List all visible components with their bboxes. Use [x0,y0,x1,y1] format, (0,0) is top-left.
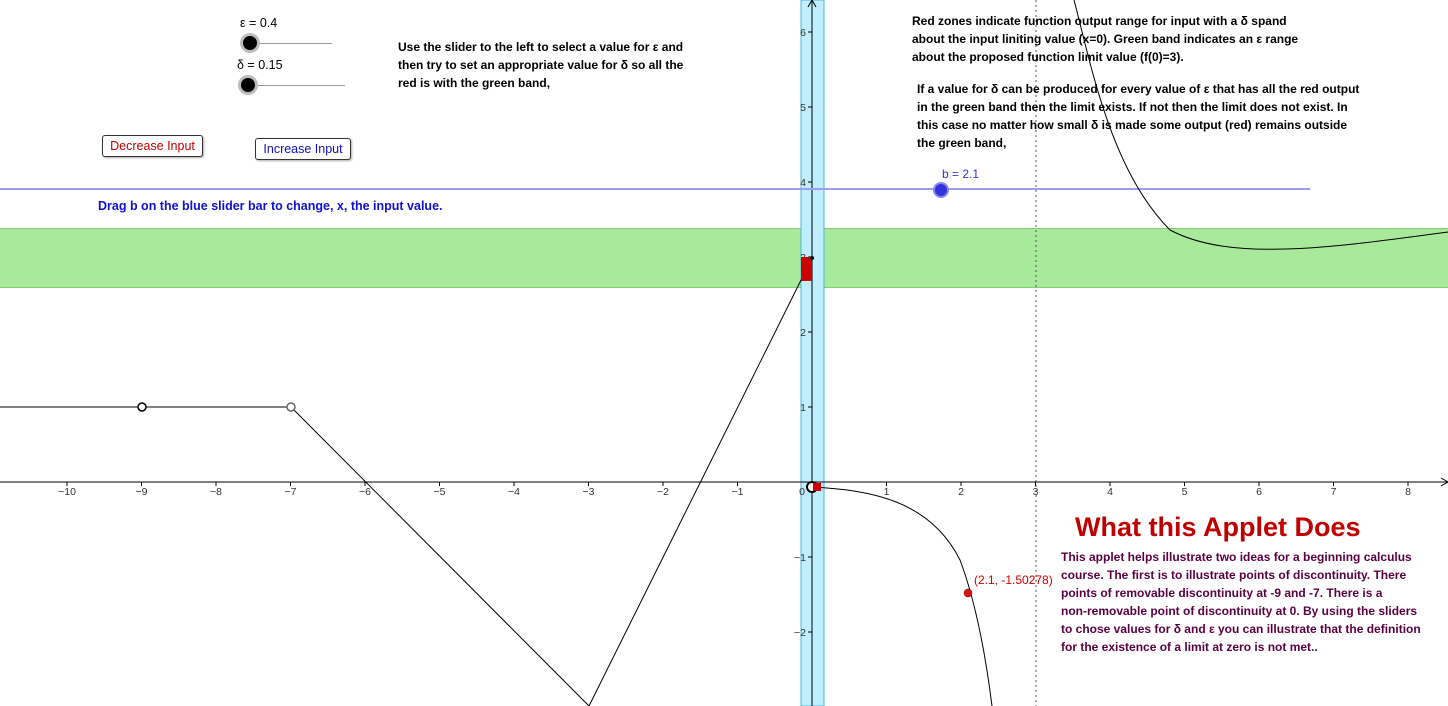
epsilon-slider-knob[interactable] [243,36,257,50]
right-branch-curve [812,487,992,706]
epsilon-slider-label: ε = 0.4 [240,16,278,30]
instructions-text: Use the slider to the left to select a value for ε and then try to set an appropriate value for δ so all the red is with the green band, [398,40,684,90]
decrease-input-button[interactable]: Decrease Input [102,135,203,157]
x-tick-label: −9 [135,486,148,498]
red-output-zone [801,257,812,281]
b-slider-knob[interactable] [934,183,948,197]
x-tick-label: −10 [58,486,76,498]
y-tick-label: 4 [800,177,806,189]
hole-at-minus-7 [287,403,295,411]
x-tick-label: 6 [1256,486,1262,498]
red-zones-text: Red zones indicate function output range for input with a δ spand about the input liniting value (x=0). Green band indicates an ε range about the proposed function limit value (f(0)=3). [912,14,1299,64]
x-tick-label: 3 [1032,486,1039,498]
x-tick-label: 7 [1330,486,1337,498]
delta-slider-track[interactable] [241,85,345,86]
y-tick-label: −1 [794,552,806,564]
y-tick-label: −2 [794,627,806,639]
x-tick-label: 1 [883,486,890,498]
x-tick-label: −6 [359,486,371,498]
x-tick-label: −4 [508,486,520,498]
applet-title: What this Applet Does [1075,512,1361,542]
delta-slider-label: δ = 0.15 [237,58,283,72]
point-at-zero-top [810,256,814,260]
hole-at-minus-9 [138,403,146,411]
x-tick-label: −5 [433,486,446,498]
x-tick-label: 8 [1405,486,1411,498]
x-tick-label: −8 [210,486,222,498]
drag-hint-text: Drag b on the blue slider bar to change, x, the input value. [98,199,443,213]
epsilon-band [0,228,1448,288]
x-tick-label: −3 [582,486,595,498]
x-tick-label: 4 [1107,486,1113,498]
y-tick-label: 6 [800,27,806,39]
applet-description: This applet helps illustrate two ideas for a beginning calculus course. The first is to illustrate points of discontinuity. There points of removable discontinuity at -9 and -7. There is a non-removable point of discontinuity at 0. By using the sliders to chose values for δ and ε you can illustrate that the definition for the existence of a limit at zero is not met.. [1061,550,1421,654]
x-tick-label: 5 [1181,486,1188,498]
x-tick-label: −1 [731,486,744,498]
evaluated-point[interactable] [964,589,972,597]
x-tick-label: −2 [657,486,669,498]
y-tick-label: 1 [800,402,806,414]
delta-slider-knob[interactable] [241,78,255,92]
x-tick-label: −7 [284,486,297,498]
y-tick-label: 5 [800,102,806,114]
b-slider-label: b = 2.1 [942,167,980,181]
x-tick-label: 0 [799,486,805,498]
y-tick-label: 2 [800,327,806,339]
limit-exists-text: If a value for δ can be produced for every value of ε that has all the red output in the green band then the limit exists. If not then the limit does not exist. In this case no matter how small δ is made some output (red) remains outside the green band, [917,82,1360,150]
increase-input-button[interactable]: Increase Input [255,138,351,160]
x-tick-label: 2 [958,486,964,498]
evaluated-point-label: (2.1, -1.50278) [974,573,1053,587]
